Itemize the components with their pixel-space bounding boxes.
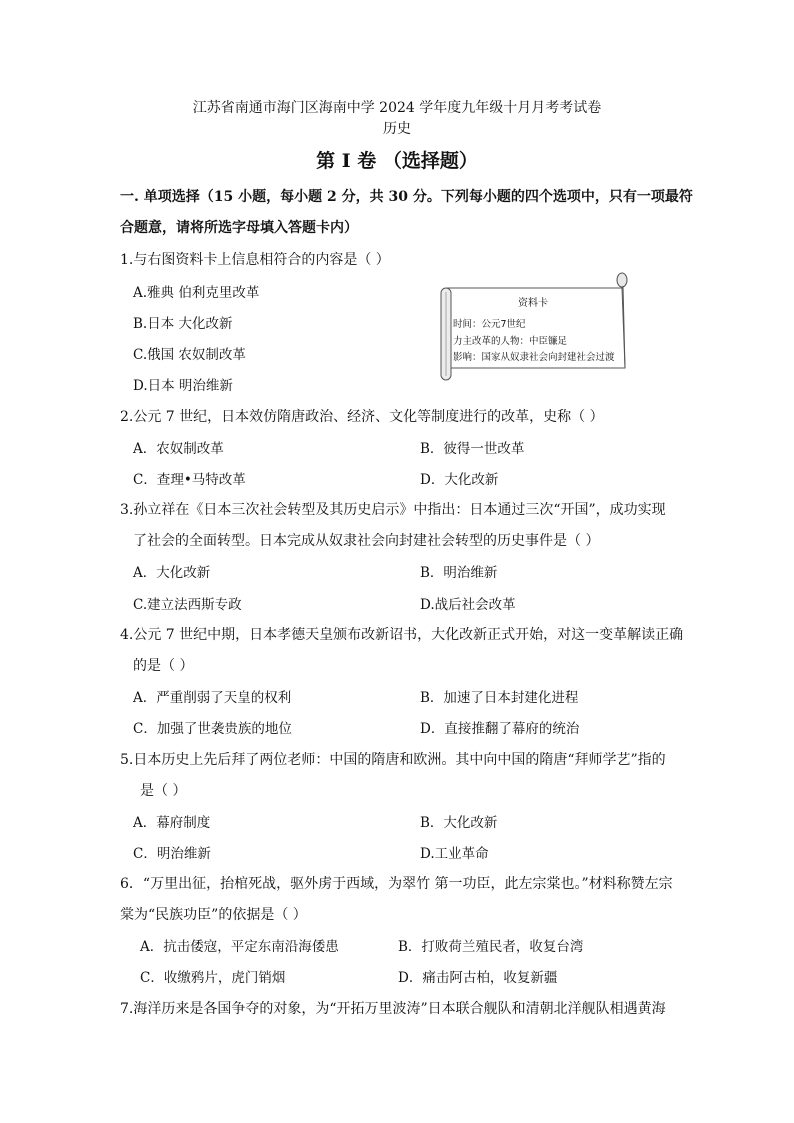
data-card	[437, 272, 629, 384]
question-5-option-d: D.工业革命	[420, 846, 489, 862]
question-4-option-b: B．加速了日本封建化进程	[420, 690, 579, 706]
question-5-option-b: B．大化改新	[420, 815, 498, 831]
exam-header	[0, 98, 794, 140]
question-6-stem-2: 棠为“民族功臣”的依据是（ ）	[120, 907, 307, 923]
instructions-line-2: 合题意，请将所选字母填入答题卡内）	[120, 220, 358, 236]
question-6-stem-1: 6．“万里出征，抬棺死战，驱外虏于西域，为翠竹 第一功臣，此左宗棠也。”材料称赞左宗	[120, 876, 673, 892]
question-3-option-c: C.建立法西斯专政	[133, 597, 242, 613]
question-4-option-a: A．严重削弱了天皇的权利	[133, 690, 292, 706]
question-3-stem-2: 了社会的全面转型。日本完成从奴隶社会向封建社会转型的历史事件是（ ）	[133, 533, 600, 549]
question-3-option-a: A．大化改新	[133, 565, 211, 581]
question-2-option-d: D．大化改新	[420, 472, 499, 488]
exam-title: 江苏省南通市海门区海南中学 2024 学年度九年级十月月考考试卷	[192, 100, 602, 116]
question-4-stem-1: 4.公元 7 世纪中期，日本孝德天皇颁布改新诏书，大化改新正式开始，对这一变革解读正确	[120, 627, 684, 643]
question-6-option-b: B．打败荷兰殖民者，收复台湾	[398, 939, 584, 955]
data-card-title: 资料卡	[518, 298, 548, 309]
data-card-row-impact: 影响：国家从奴隶社会向封建社会过渡	[453, 352, 615, 363]
question-1-stem: 1.与右图资料卡上信息相符合的内容是（ ）	[120, 252, 390, 268]
question-5-option-c: C．明治维新	[133, 846, 211, 862]
question-5-option-a: A．幕府制度	[133, 815, 211, 831]
question-1-option-c: C.俄国 农奴制改革	[133, 347, 246, 363]
section-title: 第 I 卷 （选择题）	[316, 150, 478, 172]
question-3-option-d: D.战后社会改革	[420, 597, 516, 613]
question-6-option-d: D．痛击阿古柏，收复新疆	[398, 970, 558, 986]
question-2-stem: 2.公元 7 世纪，日本效仿隋唐政治、经济、文化等制度进行的改革，史称（ ）	[120, 409, 604, 425]
question-1-option-b: B.日本 大化改新	[133, 316, 233, 332]
question-5-stem-1: 5.日本历史上先后拜了两位老师：中国的隋唐和欧洲。其中向中国的隋唐“拜师学艺”指的	[120, 752, 666, 768]
question-3-option-b: B．明治维新	[420, 565, 498, 581]
question-4-option-c: C．加强了世袭贵族的地位	[133, 721, 292, 737]
question-1-option-a: A.雅典 伯利克里改革	[133, 285, 260, 301]
question-4-stem-2: 的是（ ）	[133, 658, 194, 674]
question-6-option-a: A．抗击倭寇，平定东南沿海倭患	[140, 939, 339, 955]
instructions-line-1: 一. 单项选择（15 小题，每小题 2 分，共 30 分。下列每小题的四个选项中，只有一项最符	[120, 189, 693, 205]
question-6-option-c: C．收缴鸦片，虎门销烟	[140, 970, 286, 986]
question-4-option-d: D．直接推翻了幕府的统治	[420, 721, 580, 737]
question-2-option-c: C．查理•马特改革	[133, 472, 246, 488]
exam-subject: 历史	[383, 121, 411, 137]
question-2-option-b: B．彼得一世改革	[420, 441, 525, 457]
data-card-row-person: 力主改革的人物：中臣镰足	[453, 336, 568, 347]
question-3-stem-1: 3.孙立祥在《日本三次社会转型及其历史启示》中指出：日本通过三次“开国”，成功实现	[120, 502, 666, 518]
question-2-option-a: A．农奴制改革	[133, 441, 224, 457]
question-1-option-d: D.日本 明治维新	[133, 378, 233, 394]
data-card-row-time: 时间：公元7世纪	[453, 319, 526, 330]
question-5-stem-2: 是（ ）	[140, 783, 187, 799]
question-7-stem-1: 7.海洋历来是各国争夺的对象，为“开拓万里波涛”日本联合舰队和清朝北洋舰队相遇黄海	[120, 1001, 666, 1017]
